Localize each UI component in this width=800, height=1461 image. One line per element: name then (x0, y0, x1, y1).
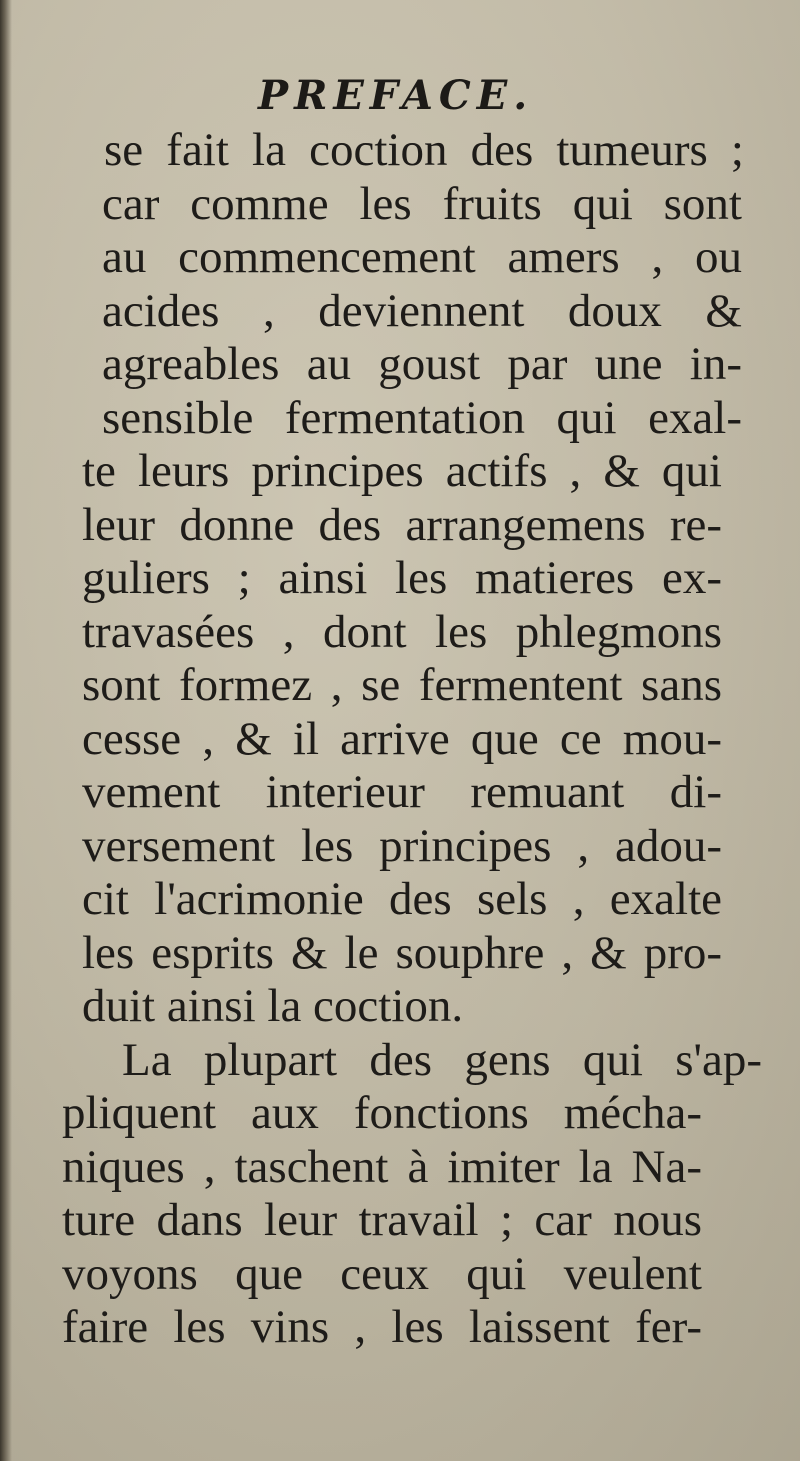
text-line: La plupart des gens qui s'ap- (122, 1033, 762, 1086)
page-binding-edge (0, 0, 12, 1461)
text-line: guliers ; ainsi les matieres ex- (82, 552, 722, 604)
text-line: cit l'acrimonie des sels , exalte (82, 873, 722, 925)
text-line: au commencement amers , ou (102, 231, 742, 283)
text-line: duit ainsi la coction. (82, 980, 464, 1032)
text-line: agreables au goust par une in- (102, 338, 742, 390)
text-line: acides , deviennent doux & (102, 284, 742, 337)
text-line: vement interieur remuant di- (82, 766, 722, 818)
text-line: car comme les fruits qui sont (102, 177, 742, 230)
running-head: PREFACE. (258, 72, 534, 119)
text-line: travasées , dont les phlegmons (82, 605, 722, 658)
text-line: versement les principes , adou- (82, 819, 722, 872)
text-line: sont formez , se fermentent sans (82, 659, 722, 711)
text-line: se fait la coction des tumeurs ; (104, 124, 744, 176)
text-line: niques , taschent à imiter la Na- (62, 1140, 702, 1193)
text-line: pliquent aux fonctions mécha- (62, 1087, 702, 1139)
text-line: cesse , & il arrive que ce mou- (82, 712, 722, 765)
body-text (62, 124, 762, 1355)
text-line: les esprits & le souphre , & pro- (82, 926, 722, 979)
text-line: te leurs principes actifs , & qui (82, 445, 722, 497)
text-line: faire les vins , les laissent fer- (62, 1301, 702, 1353)
text-line: ture dans leur travail ; car nous (62, 1194, 702, 1246)
text-line: leur donne des arrangemens re- (82, 498, 722, 551)
text-line: sensible fermentation qui exal- (102, 391, 742, 444)
text-line: voyons que ceux qui veulent (62, 1247, 702, 1300)
